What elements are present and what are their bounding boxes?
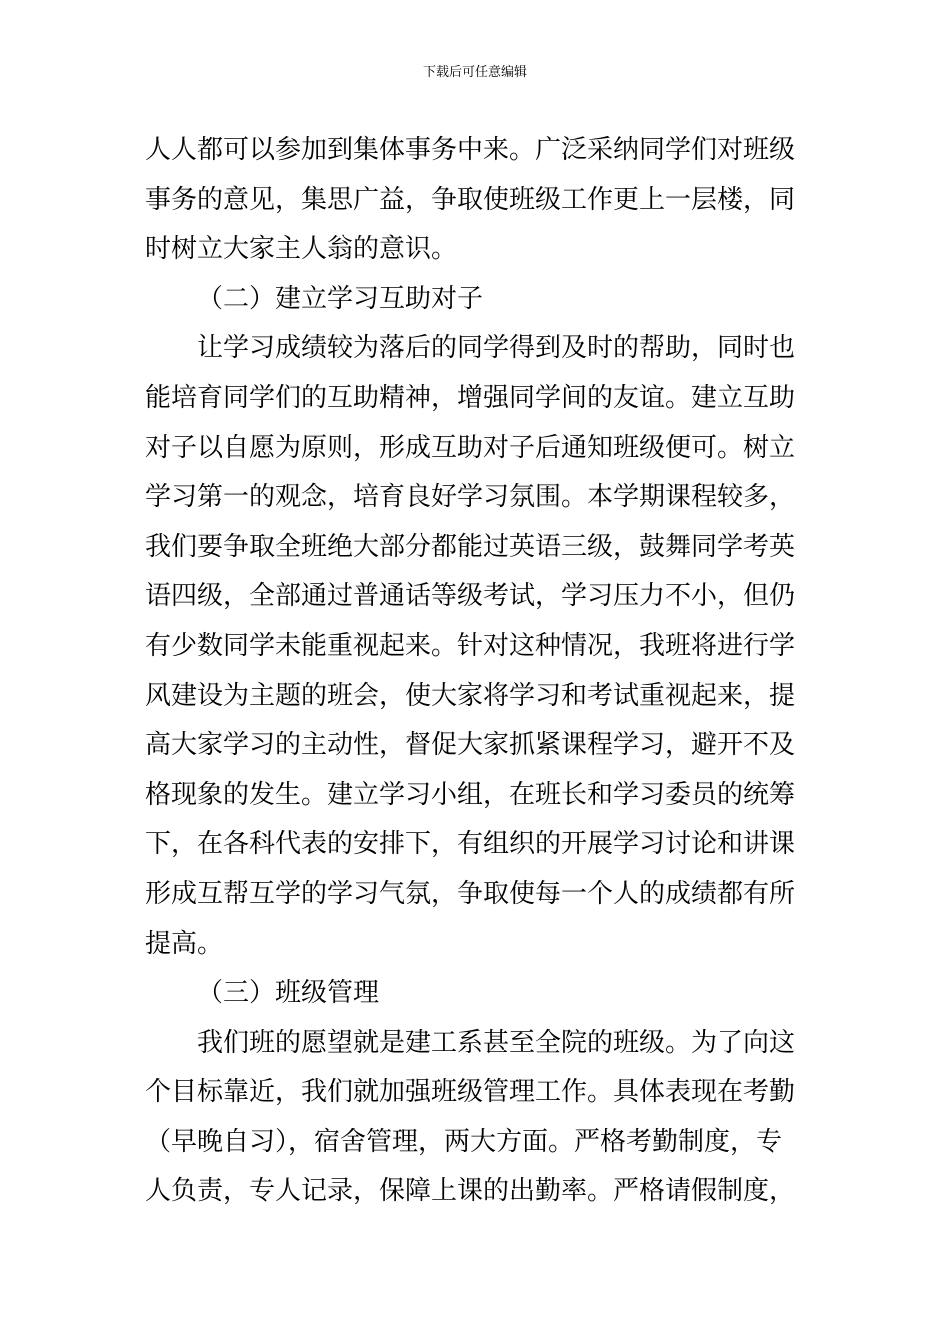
text-line: 能培育同学们的互助精神，增强同学间的友谊。建立互助 <box>145 382 796 413</box>
text-line: 学习第一的观念，培育良好学习氛围。本学期课程较多， <box>145 482 796 513</box>
text-line: 有少数同学未能重视起来。针对这种情况，我班将进行学 <box>145 630 796 661</box>
document-body <box>145 126 815 1217</box>
text-line: 提高。 <box>145 928 224 959</box>
text-line: 时树立大家主人翁的意识。 <box>145 234 458 265</box>
text-line: 高大家学习的主动性，督促大家抓紧课程学习，避开不及 <box>145 730 796 761</box>
text-line: 人负责，专人记录，保障上课的出勤率。严格请假制度， <box>145 1176 796 1207</box>
text-line: 形成互帮互学的学习气氛，争取使每一个人的成绩都有所 <box>145 878 796 909</box>
text-line: 事务的意见，集思广益，争取使班级工作更上一层楼，同 <box>145 184 796 215</box>
text-line: 语四级，全部通过普通话等级考试，学习压力不小，但仍 <box>145 581 796 612</box>
paragraph-first-line: 我们班的愿望就是建工系甚至全院的班级。为了向这 <box>197 1027 796 1058</box>
paragraph-first-line: 让学习成绩较为落后的同学得到及时的帮助，同时也 <box>197 333 796 364</box>
section-heading-2: （二）建立学习互助对子 <box>197 283 484 314</box>
text-line: 下，在各科代表的安排下，有组织的开展学习讨论和讲课 <box>145 829 796 860</box>
section-heading-3: （三）班级管理 <box>197 978 380 1009</box>
text-line: 风建设为主题的班会，使大家将学习和考试重视起来，提 <box>145 680 796 711</box>
text-line: （早晚自习），宿舍管理，两大方面。严格考勤制度，专 <box>145 1126 783 1157</box>
page-header: 下载后可任意编辑 <box>422 65 527 80</box>
text-line: 我们要争取全班绝大部分都能过英语三级，鼓舞同学考英 <box>145 531 796 562</box>
text-line: 个目标靠近，我们就加强班级管理工作。具体表现在考勤 <box>145 1077 796 1108</box>
text-line: 对子以自愿为原则，形成互助对子后通知班级便可。树立 <box>145 432 796 463</box>
text-line: 格现象的发生。建立学习小组，在班长和学习委员的统筹 <box>145 779 796 810</box>
text-line: 人人都可以参加到集体事务中来。广泛采纳同学们对班级 <box>145 135 796 165</box>
